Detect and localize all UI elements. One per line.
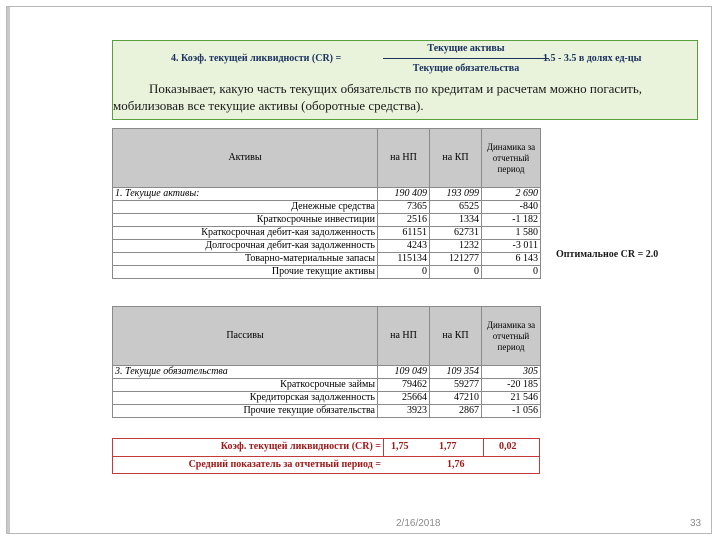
result-separator <box>383 439 384 456</box>
row-name: Краткосрочные инвестиции <box>113 214 378 227</box>
row-kp: 62731 <box>430 227 482 240</box>
table-row <box>113 201 541 214</box>
liabilities-total-row <box>113 366 541 379</box>
table-row <box>113 379 541 392</box>
row-kp: 59277 <box>430 379 482 392</box>
assets-header-dyn: Динамика за отчетный период <box>482 129 541 188</box>
formula-box <box>112 40 698 120</box>
row-dyn: 21 546 <box>482 392 541 405</box>
table-row <box>113 266 541 279</box>
row-np: 0 <box>378 266 430 279</box>
row-dyn: -20 185 <box>482 379 541 392</box>
assets-total-np: 190 409 <box>378 188 430 201</box>
fraction-bar <box>383 58 549 59</box>
assets-total-kp: 193 099 <box>430 188 482 201</box>
row-np: 3923 <box>378 405 430 418</box>
result-box <box>112 438 540 474</box>
row-np: 79462 <box>378 379 430 392</box>
assets-table <box>112 128 541 279</box>
row-kp: 1334 <box>430 214 482 227</box>
row-name: Краткосрочная дебит-кая задолженность <box>113 227 378 240</box>
liabilities-header-name: Пассивы <box>113 307 378 366</box>
row-np: 25664 <box>378 392 430 405</box>
row-name: Кредиторская задолженность <box>113 392 378 405</box>
average-value: 1,76 <box>447 459 465 470</box>
row-np: 4243 <box>378 240 430 253</box>
liabilities-header-kp: на КП <box>430 307 482 366</box>
assets-total-row <box>113 188 541 201</box>
formula-range: 1.5 - 3.5 в долях ед-цы <box>543 53 642 64</box>
table-row <box>113 214 541 227</box>
assets-header-np: на НП <box>378 129 430 188</box>
assets-total-dyn: 2 690 <box>482 188 541 201</box>
cr-kp-value: 1,77 <box>439 441 457 452</box>
formula-description: Показывает, какую часть текущих обязательств по кредитам и расчетам можно погасить, мобилизовав все текущие активы (оборотные средства). <box>113 81 643 113</box>
row-dyn: 1 580 <box>482 227 541 240</box>
row-np: 7365 <box>378 201 430 214</box>
page-number: 33 <box>690 518 702 529</box>
row-np: 115134 <box>378 253 430 266</box>
row-name: Денежные средства <box>113 201 378 214</box>
row-name: Долгосрочная дебит-кая задолженность <box>113 240 378 253</box>
liabilities-header-dyn: Динамика за отчетный период <box>482 307 541 366</box>
liabilities-total-kp: 109 354 <box>430 366 482 379</box>
row-kp: 2867 <box>430 405 482 418</box>
row-dyn: -3 011 <box>482 240 541 253</box>
table-row <box>113 253 541 266</box>
liabilities-total-name: 3. Текущие обязательства <box>113 366 378 379</box>
row-name: Прочие текущие обязательства <box>113 405 378 418</box>
liabilities-total-np: 109 049 <box>378 366 430 379</box>
row-dyn: -1 056 <box>482 405 541 418</box>
row-dyn: 6 143 <box>482 253 541 266</box>
row-kp: 0 <box>430 266 482 279</box>
optimal-cr-note: Оптимальное CR = 2.0 <box>556 249 659 260</box>
row-np: 2516 <box>378 214 430 227</box>
liabilities-header-row <box>113 307 541 366</box>
liabilities-total-dyn: 305 <box>482 366 541 379</box>
formula-denominator: Текущие обязательства <box>412 63 520 74</box>
cr-dyn-value: 0,02 <box>499 441 517 452</box>
cr-np-value: 1,75 <box>391 441 409 452</box>
liabilities-table <box>112 306 541 418</box>
row-np: 61151 <box>378 227 430 240</box>
formula-numerator: Текущие активы <box>427 43 505 54</box>
table-row <box>113 392 541 405</box>
assets-header-name: Активы <box>113 129 378 188</box>
row-dyn: -1 182 <box>482 214 541 227</box>
table-row <box>113 240 541 253</box>
row-kp: 47210 <box>430 392 482 405</box>
average-label: Средний показатель за отчетный период = <box>188 459 381 470</box>
cr-label: Коэф. текущей ликвидности (CR) = <box>220 441 381 452</box>
row-name: Краткосрочные займы <box>113 379 378 392</box>
row-kp: 121277 <box>430 253 482 266</box>
assets-total-name: 1. Текущие активы: <box>113 188 378 201</box>
assets-header-row <box>113 129 541 188</box>
row-kp: 6525 <box>430 201 482 214</box>
result-separator <box>483 439 484 456</box>
assets-header-kp: на КП <box>430 129 482 188</box>
formula-label: 4. Коэф. текущей ликвидности (CR) = <box>171 53 342 64</box>
result-divider <box>113 456 539 457</box>
row-name: Прочие текущие активы <box>113 266 378 279</box>
row-dyn: -840 <box>482 201 541 214</box>
row-name: Товарно-материальные запасы <box>113 253 378 266</box>
table-row <box>113 227 541 240</box>
table-row <box>113 405 541 418</box>
row-dyn: 0 <box>482 266 541 279</box>
row-kp: 1232 <box>430 240 482 253</box>
liabilities-header-np: на НП <box>378 307 430 366</box>
footer-date: 2/16/2018 <box>396 518 441 529</box>
